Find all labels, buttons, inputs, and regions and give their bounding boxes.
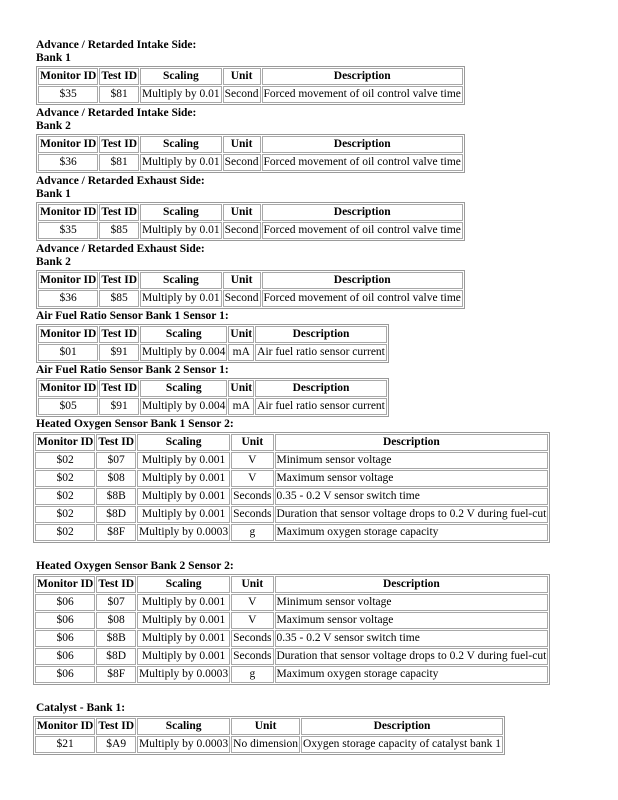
- scaling-cell: Multiply by 0.01: [140, 86, 222, 103]
- test-id-cell: $A9: [96, 736, 136, 753]
- scaling-cell: Multiply by 0.001: [137, 612, 230, 629]
- scaling-cell: Multiply by 0.004: [140, 398, 227, 415]
- column-header: Description: [262, 204, 463, 221]
- monitor-id-cell: $35: [38, 86, 98, 103]
- scaling-cell: Multiply by 0.0003: [137, 666, 230, 683]
- section-title: Advance / Retarded Exhaust Side:: [36, 175, 205, 187]
- column-header: Unit: [228, 380, 254, 397]
- test-id-cell: $8F: [96, 524, 136, 541]
- description-cell: Minimum sensor voltage: [275, 594, 549, 611]
- column-header: Scaling: [140, 204, 222, 221]
- monitor-id-cell: $02: [35, 452, 95, 469]
- column-header: Scaling: [140, 272, 222, 289]
- table-header-row: [38, 68, 463, 85]
- unit-cell: Second: [223, 290, 261, 307]
- column-header: Scaling: [137, 576, 230, 593]
- test-id-cell: $81: [99, 86, 139, 103]
- section-title: Bank 1: [36, 52, 71, 64]
- table-row: [35, 506, 548, 523]
- description-cell: Maximum oxygen storage capacity: [275, 666, 549, 683]
- unit-cell: V: [231, 612, 273, 629]
- column-header: Scaling: [140, 380, 227, 397]
- table-row: [35, 666, 548, 683]
- column-header: Unit: [231, 576, 273, 593]
- column-header: Monitor ID: [35, 434, 95, 451]
- column-header: Unit: [231, 718, 300, 735]
- monitor-id-cell: $06: [35, 612, 95, 629]
- column-header: Unit: [228, 326, 254, 343]
- section-title: Advance / Retarded Intake Side:: [36, 39, 197, 51]
- scaling-cell: Multiply by 0.001: [137, 594, 230, 611]
- description-cell: Forced movement of oil control valve time: [262, 154, 463, 171]
- scaling-cell: Multiply by 0.01: [140, 290, 222, 307]
- scaling-cell: Multiply by 0.0003: [137, 736, 230, 753]
- monitor-id-cell: $06: [35, 648, 95, 665]
- scaling-cell: Multiply by 0.004: [140, 344, 227, 361]
- table-row: [38, 154, 463, 171]
- table-row: [35, 524, 548, 541]
- monitor-table: [33, 716, 505, 755]
- unit-cell: Seconds: [231, 506, 273, 523]
- monitor-table: [36, 270, 465, 309]
- column-header: Monitor ID: [38, 68, 98, 85]
- description-cell: Maximum oxygen storage capacity: [275, 524, 549, 541]
- table-header-row: [35, 576, 548, 593]
- table-header-row: [38, 272, 463, 289]
- test-id-cell: $85: [99, 290, 139, 307]
- test-id-cell: $08: [96, 612, 136, 629]
- test-id-cell: $8D: [96, 648, 136, 665]
- scaling-cell: Multiply by 0.01: [140, 222, 222, 239]
- column-header: Monitor ID: [38, 380, 98, 397]
- column-header: Monitor ID: [35, 718, 95, 735]
- column-header: Unit: [223, 136, 261, 153]
- description-cell: 0.35 - 0.2 V sensor switch time: [275, 630, 549, 647]
- table-row: [38, 86, 463, 103]
- monitor-id-cell: $02: [35, 470, 95, 487]
- unit-cell: Seconds: [231, 648, 273, 665]
- monitor-id-cell: $21: [35, 736, 95, 753]
- test-id-cell: $08: [96, 470, 136, 487]
- table-row: [35, 612, 548, 629]
- description-cell: Maximum sensor voltage: [275, 470, 549, 487]
- monitor-id-cell: $06: [35, 594, 95, 611]
- description-cell: Forced movement of oil control valve time: [262, 86, 463, 103]
- column-header: Description: [262, 272, 463, 289]
- table-header-row: [38, 380, 387, 397]
- column-header: Scaling: [140, 136, 222, 153]
- column-header: Monitor ID: [38, 326, 98, 343]
- column-header: Monitor ID: [38, 136, 98, 153]
- monitor-table: [36, 378, 389, 417]
- column-header: Monitor ID: [38, 204, 98, 221]
- column-header: Unit: [223, 68, 261, 85]
- description-cell: Air fuel ratio sensor current: [255, 344, 387, 361]
- table-row: [35, 452, 548, 469]
- scaling-cell: Multiply by 0.0003: [137, 524, 230, 541]
- test-id-cell: $07: [96, 594, 136, 611]
- column-header: Monitor ID: [35, 576, 95, 593]
- section-title: Advance / Retarded Intake Side:: [36, 107, 197, 119]
- section-title: Bank 2: [36, 256, 71, 268]
- test-id-cell: $8B: [96, 488, 136, 505]
- table-row: [38, 344, 387, 361]
- monitor-table: [36, 134, 465, 173]
- column-header: Test ID: [96, 576, 136, 593]
- column-header: Test ID: [99, 136, 139, 153]
- unit-cell: Second: [223, 86, 261, 103]
- scaling-cell: Multiply by 0.001: [137, 630, 230, 647]
- column-header: Scaling: [140, 326, 227, 343]
- monitor-id-cell: $36: [38, 154, 98, 171]
- table-header-row: [38, 326, 387, 343]
- section-title: Bank 2: [36, 120, 71, 132]
- column-header: Description: [301, 718, 503, 735]
- description-cell: Forced movement of oil control valve time: [262, 222, 463, 239]
- scaling-cell: Multiply by 0.001: [137, 506, 230, 523]
- section-title: Advance / Retarded Exhaust Side:: [36, 243, 205, 255]
- monitor-id-cell: $01: [38, 344, 98, 361]
- section-title: Air Fuel Ratio Sensor Bank 2 Sensor 1:: [36, 364, 229, 376]
- unit-cell: mA: [228, 398, 254, 415]
- column-header: Description: [275, 434, 549, 451]
- test-id-cell: $8F: [96, 666, 136, 683]
- column-header: Monitor ID: [38, 272, 98, 289]
- column-header: Scaling: [140, 68, 222, 85]
- description-cell: Oxygen storage capacity of catalyst bank 1: [301, 736, 503, 753]
- monitor-id-cell: $36: [38, 290, 98, 307]
- column-header: Test ID: [99, 380, 139, 397]
- description-cell: Duration that sensor voltage drops to 0.2 V during fuel-cut: [275, 648, 549, 665]
- column-header: Description: [262, 68, 463, 85]
- test-id-cell: $8B: [96, 630, 136, 647]
- test-id-cell: $91: [99, 398, 139, 415]
- scaling-cell: Multiply by 0.001: [137, 648, 230, 665]
- monitor-table: [33, 432, 550, 543]
- monitor-table: [36, 324, 389, 363]
- monitor-table: [36, 66, 465, 105]
- test-id-cell: $8D: [96, 506, 136, 523]
- unit-cell: Second: [223, 154, 261, 171]
- monitor-id-cell: $05: [38, 398, 98, 415]
- column-header: Test ID: [99, 68, 139, 85]
- description-cell: Forced movement of oil control valve time: [262, 290, 463, 307]
- test-id-cell: $91: [99, 344, 139, 361]
- unit-cell: V: [231, 452, 273, 469]
- column-header: Unit: [223, 204, 261, 221]
- unit-cell: mA: [228, 344, 254, 361]
- description-cell: Maximum sensor voltage: [275, 612, 549, 629]
- description-cell: Minimum sensor voltage: [275, 452, 549, 469]
- test-id-cell: $07: [96, 452, 136, 469]
- column-header: Unit: [223, 272, 261, 289]
- table-header-row: [38, 136, 463, 153]
- monitor-table: [36, 202, 465, 241]
- column-header: Test ID: [99, 326, 139, 343]
- column-header: Test ID: [96, 718, 136, 735]
- table-header-row: [38, 204, 463, 221]
- table-row: [38, 222, 463, 239]
- table-row: [35, 736, 503, 753]
- column-header: Test ID: [96, 434, 136, 451]
- table-row: [35, 488, 548, 505]
- column-header: Unit: [231, 434, 273, 451]
- table-header-row: [35, 434, 548, 451]
- table-row: [35, 630, 548, 647]
- column-header: Description: [262, 136, 463, 153]
- unit-cell: Second: [223, 222, 261, 239]
- column-header: Test ID: [99, 272, 139, 289]
- unit-cell: V: [231, 594, 273, 611]
- unit-cell: No dimension: [231, 736, 300, 753]
- table-header-row: [35, 718, 503, 735]
- description-cell: Air fuel ratio sensor current: [255, 398, 387, 415]
- section-title: Catalyst - Bank 1:: [36, 702, 126, 714]
- description-cell: Duration that sensor voltage drops to 0.2 V during fuel-cut: [275, 506, 549, 523]
- table-row: [35, 648, 548, 665]
- test-id-cell: $81: [99, 154, 139, 171]
- monitor-id-cell: $06: [35, 666, 95, 683]
- column-header: Scaling: [137, 718, 230, 735]
- section-title: Heated Oxygen Sensor Bank 1 Sensor 2:: [36, 418, 234, 430]
- table-row: [38, 290, 463, 307]
- scaling-cell: Multiply by 0.001: [137, 470, 230, 487]
- unit-cell: Seconds: [231, 488, 273, 505]
- test-id-cell: $85: [99, 222, 139, 239]
- column-header: Scaling: [137, 434, 230, 451]
- monitor-table: [33, 574, 550, 685]
- scaling-cell: Multiply by 0.01: [140, 154, 222, 171]
- scaling-cell: Multiply by 0.001: [137, 452, 230, 469]
- column-header: Description: [255, 326, 387, 343]
- section-title: Bank 1: [36, 188, 71, 200]
- monitor-id-cell: $02: [35, 488, 95, 505]
- monitor-id-cell: $02: [35, 506, 95, 523]
- column-header: Description: [255, 380, 387, 397]
- unit-cell: V: [231, 470, 273, 487]
- column-header: Description: [275, 576, 549, 593]
- column-header: Test ID: [99, 204, 139, 221]
- unit-cell: Seconds: [231, 630, 273, 647]
- monitor-id-cell: $35: [38, 222, 98, 239]
- monitor-id-cell: $06: [35, 630, 95, 647]
- section-title: Air Fuel Ratio Sensor Bank 1 Sensor 1:: [36, 310, 229, 322]
- unit-cell: g: [231, 524, 273, 541]
- table-row: [35, 594, 548, 611]
- description-cell: 0.35 - 0.2 V sensor switch time: [275, 488, 549, 505]
- monitor-id-cell: $02: [35, 524, 95, 541]
- table-row: [38, 398, 387, 415]
- table-row: [35, 470, 548, 487]
- unit-cell: g: [231, 666, 273, 683]
- section-title: Heated Oxygen Sensor Bank 2 Sensor 2:: [36, 560, 234, 572]
- scaling-cell: Multiply by 0.001: [137, 488, 230, 505]
